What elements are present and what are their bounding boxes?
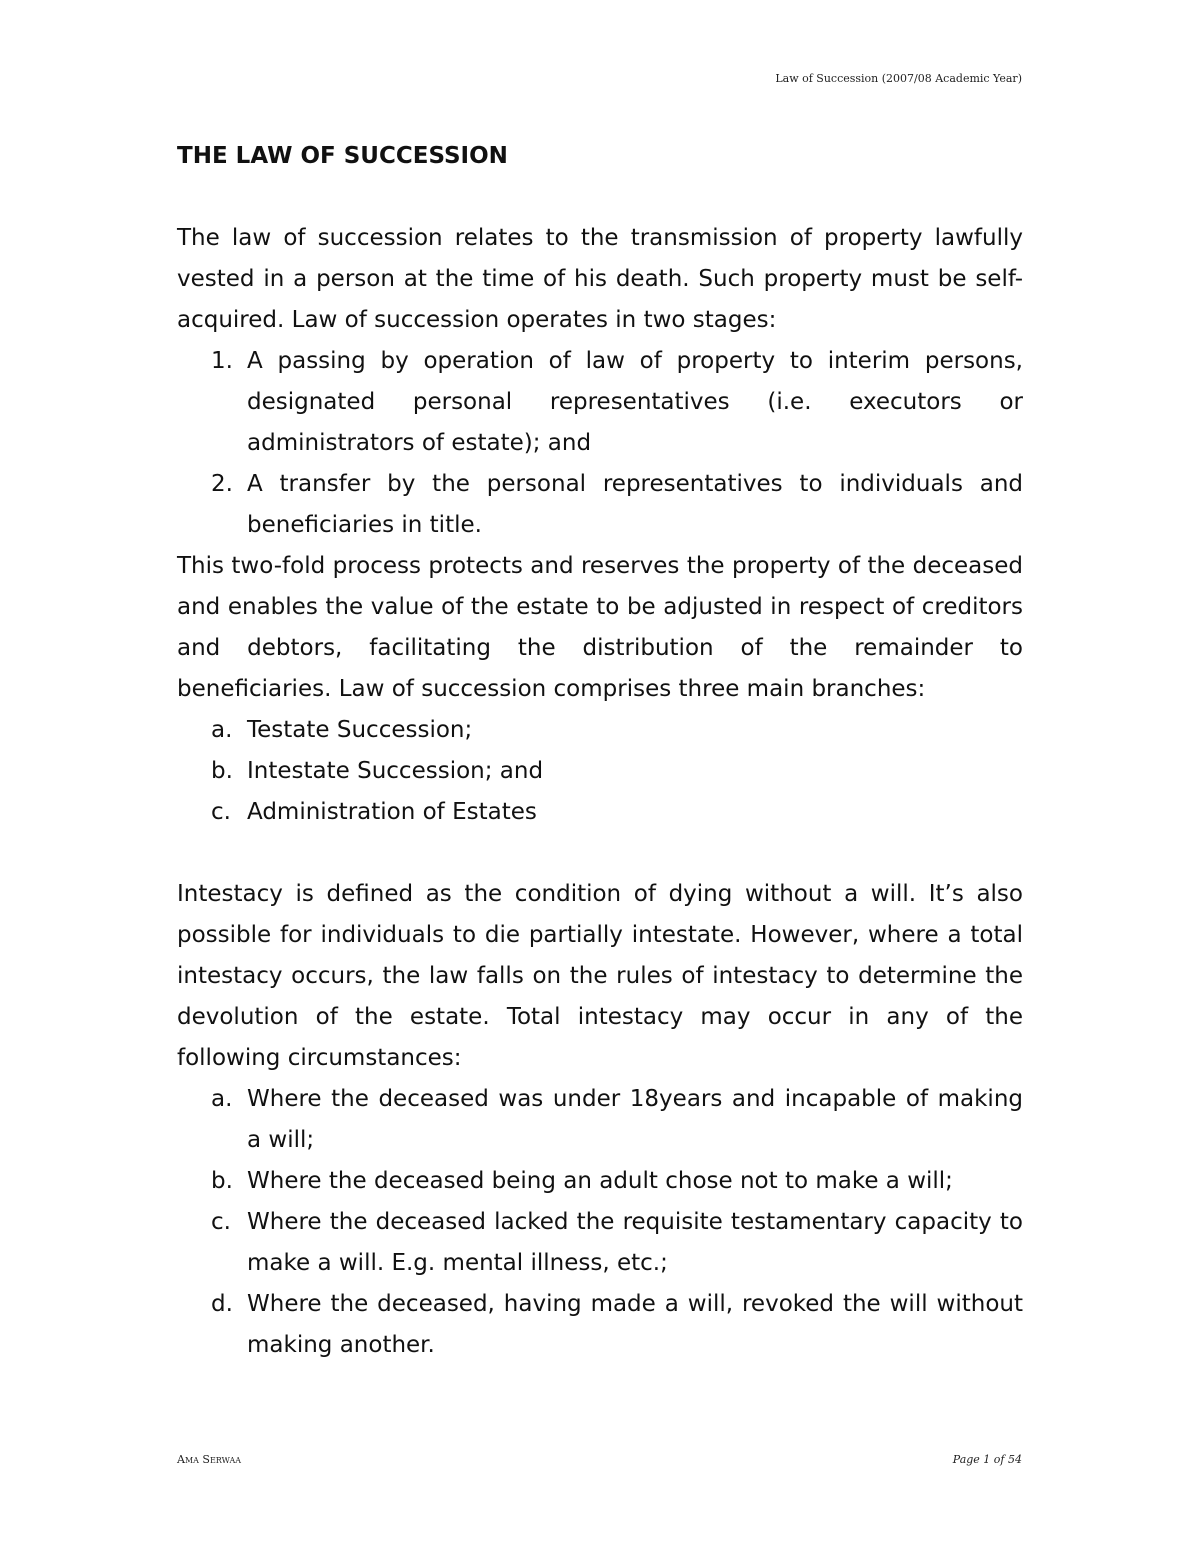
list-marker: 2. [211,471,233,497]
list-marker: c. [211,799,231,825]
list-item-text: Administration of Estates [247,799,537,825]
list-item-text: Where the deceased being an adult chose not to make a will; [247,1168,953,1194]
list-item [177,751,1023,792]
list-marker: b. [211,758,233,784]
list-item-text: Where the deceased lacked the requisite testamentary capacity to make a will. E.g. mental illness, etc.; [247,1209,1023,1276]
process-paragraph: This two-fold process protects and reserves the property of the deceased and enables the value of the estate to be adjusted in respect of creditors and debtors, facilitating the distribution of the remainder to beneficiaries. Law of succession comprises three main branches: [177,553,1023,702]
list-item-text: Where the deceased was under 18years and incapable of making a will; [247,1086,1023,1153]
circumstances-list [177,1079,1023,1366]
footer-author: Ama Serwaa [177,1453,242,1466]
page-title: THE LAW OF SUCCESSION [177,143,508,169]
list-item [177,1202,1023,1284]
list-marker: 1. [211,348,233,374]
list-marker: b. [211,1168,233,1194]
list-item-text: A passing by operation of law of property to interim persons, designated personal representatives (i.e. executors or administrators of estate); and [247,348,1023,456]
list-item-text: A transfer by the personal representatives to individuals and beneficiaries in title. [247,471,1023,538]
list-item-text: Testate Succession; [247,717,473,743]
list-item-text: Intestate Succession; and [247,758,544,784]
list-marker: c. [211,1209,231,1235]
list-item [177,1079,1023,1161]
list-marker: a. [211,717,233,743]
stages-list [177,341,1023,546]
list-item [177,710,1023,751]
list-marker: a. [211,1086,233,1112]
footer-page-number: Page 1 of 54 [952,1453,1022,1466]
intro-paragraph: The law of succession relates to the transmission of property lawfully vested in a person at the time of his death. Such property must be self-acquired. Law of succession operates in two stages: [177,225,1023,333]
list-item [177,1161,1023,1202]
list-item [177,792,1023,833]
running-header: Law of Succession (2007/08 Academic Year) [775,72,1022,85]
list-item [177,341,1023,464]
list-item-text: Where the deceased, having made a will, revoked the will without making another. [247,1291,1023,1358]
list-item [177,464,1023,546]
list-item [177,1284,1023,1366]
list-marker: d. [211,1291,233,1317]
intestacy-paragraph: Intestacy is defined as the condition of dying without a will. It’s also possible for individuals to die partially intestate. However, where a total intestacy occurs, the law falls on the rules of intestacy to determine the devolution of the estate. Total intestacy may occur in any of the following circumstances: [177,881,1023,1071]
branches-list [177,710,1023,833]
paragraph-spacer [177,833,1023,874]
document-body [177,136,1023,1366]
